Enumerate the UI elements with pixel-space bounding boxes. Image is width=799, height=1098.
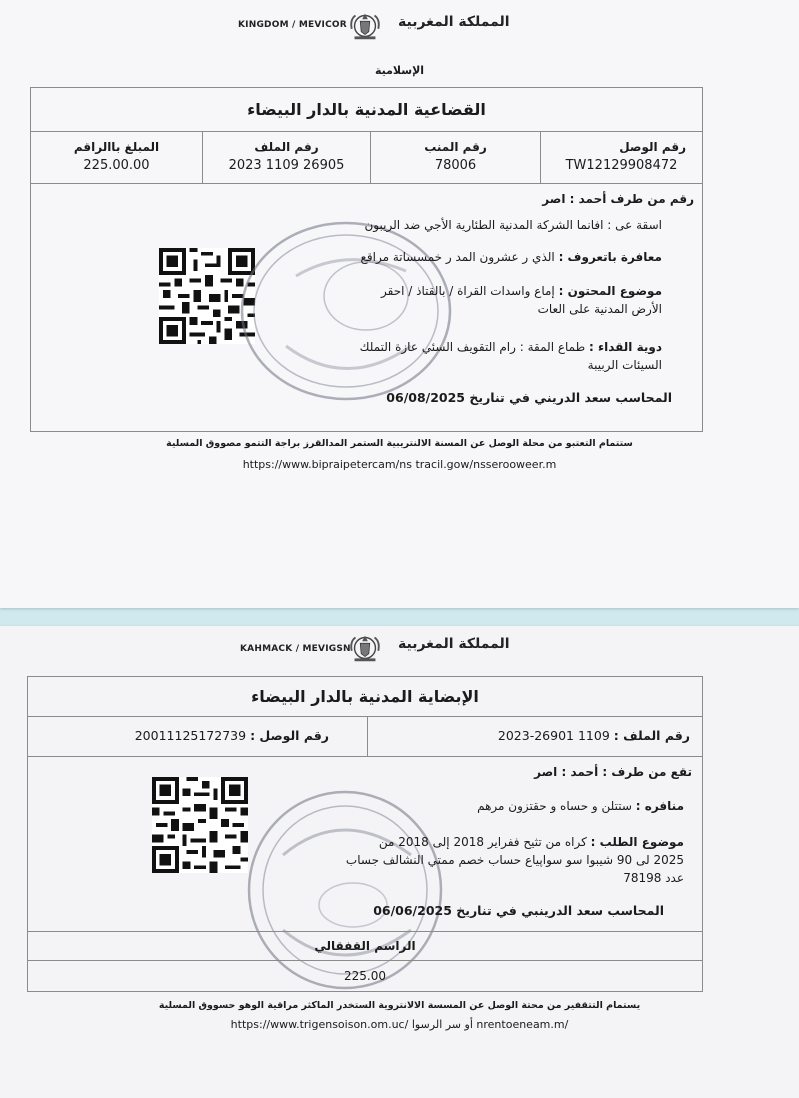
line-label: رقم من طرف	[610, 192, 694, 206]
footer-url: https://www.trigensoison.om.uc/ أو سر الرسوا nrentoeneam.m/	[230, 1018, 569, 1031]
line-dispute	[477, 799, 684, 813]
line-value: الذي ر عشرون المد ر خمسساتة مراقع	[360, 250, 555, 264]
receipt-sheet-2	[0, 626, 799, 1098]
line-content-cont	[538, 302, 662, 316]
accountant-signature: المحاسب سعد الدرينبي في تناريخ 06/06/2025	[373, 903, 664, 918]
line-label: منافره :	[635, 799, 684, 813]
kingdom-subline: الإسلامية	[374, 64, 425, 77]
line-value: الأرض المدنية على العات	[537, 302, 662, 316]
field-file-number	[368, 717, 702, 756]
receipt-header	[0, 628, 799, 668]
line-subject	[364, 218, 662, 232]
field-label: رقم الملف :	[613, 728, 690, 743]
receipt-table	[30, 87, 703, 432]
line-value: أحمد : اصر	[534, 765, 599, 779]
amount-value: 225.00	[344, 969, 386, 983]
line-amount-words	[361, 250, 662, 264]
amount-row	[28, 961, 702, 991]
field-value: 1109 26901-2023	[497, 728, 610, 743]
receipt-header	[0, 6, 799, 46]
field-label: رقم الوصل :	[250, 728, 329, 743]
moroccan-emblem-icon	[346, 628, 384, 666]
field-office-number	[371, 132, 541, 183]
field-label: رقم المنب	[424, 140, 487, 154]
line-value: كراه من تثيح ففراير 2018 إلى 2018 من	[378, 835, 587, 849]
line-value: 2025 لى 90 شيبوا سو سواپياع حساب خصم ممتي النشالف جساب	[345, 853, 684, 867]
field-file-number	[203, 132, 371, 183]
footer-note: يستمام التتقفير من محتة الوصل عن المسسة الالانتروية الستخدر الماكثر مراقية الوهو حسووق المسلية	[158, 1000, 641, 1011]
court-title: الإبضاية المدنية بالدار البيضاء	[251, 687, 479, 706]
field-value: TW12129908472	[565, 158, 678, 173]
line-request-cont	[346, 853, 684, 867]
field-value: 225.00.00	[83, 158, 150, 173]
line-payment	[360, 340, 662, 354]
line-request-number	[623, 871, 684, 885]
stamp-label: الراسم القفقالي	[314, 939, 416, 953]
field-value: 78006	[434, 158, 477, 173]
fields-row	[28, 717, 702, 757]
line-value: السيئات الربيبة	[587, 358, 662, 372]
line-label: معافرة باتعروف :	[558, 250, 662, 264]
field-label: رقم الوصل	[619, 140, 686, 154]
line-label: تقع من طرف :	[602, 765, 692, 779]
stamp-label-row	[28, 931, 702, 961]
kingdom-arabic-label: المملكة المغربية	[398, 14, 510, 30]
line-party	[534, 765, 692, 779]
line-value: اسقة عى : افانما الشركة المدنية الطئارية الأجي ضد الريبون	[364, 218, 662, 232]
line-request-subject	[379, 835, 684, 849]
line-content	[381, 284, 662, 298]
footer-url: https://www.bipraipetercam/ns tracil.gow/nsserooweer.m	[242, 458, 557, 471]
line-value: عدد 78198	[623, 871, 684, 885]
fields-row	[31, 132, 702, 184]
court-title: القضاعية المدنية بالدار البيضاء	[247, 100, 486, 119]
receipt-lines	[31, 184, 702, 433]
line-value: إماع واسدات القراة / بالقتاذ / احقر	[381, 284, 555, 298]
line-value: أحمد : اصر	[542, 192, 607, 206]
line-value: ستتلن و حساه و حقتزون مرهم	[477, 799, 632, 813]
field-value: 2023 1109 26905	[228, 158, 345, 173]
field-receipt-number	[541, 132, 702, 183]
field-label: المبلغ باالراقم	[73, 140, 160, 154]
footer-note: ستتمام التعتبو من محلة الوصل عن المسنة الالنتريبية الستمر المدالقرز براجة التتمو مصووق المسلية	[166, 438, 633, 449]
receipt-lines	[28, 757, 702, 927]
field-value: 20011125172739	[134, 728, 247, 743]
accountant-signature: المحاسب سعد الدريني في تناريخ 06/08/2025	[386, 390, 672, 405]
field-receipt-number	[28, 717, 368, 756]
line-value: طماع المقة : رام التقويف السئي عازة التملك	[359, 340, 586, 354]
court-title-row	[28, 677, 702, 717]
kingdom-latin-label: KAHMACK / MEVIGSN	[240, 644, 351, 654]
court-title-row	[31, 88, 702, 132]
line-label: موضوع المحتون :	[558, 284, 662, 298]
line-payment-cont	[588, 358, 662, 372]
field-label: رفم الملف	[254, 140, 319, 154]
field-amount	[31, 132, 203, 183]
line-party	[542, 192, 694, 206]
line-label: دوية القداء :	[589, 340, 662, 354]
line-label: موضوع الطلب :	[590, 835, 684, 849]
receipt-table	[27, 676, 703, 992]
moroccan-emblem-icon	[346, 6, 384, 44]
kingdom-latin-label: KINGDOM / MEVICOR	[238, 20, 347, 30]
kingdom-arabic-label: المملكة المغربية	[398, 636, 510, 652]
